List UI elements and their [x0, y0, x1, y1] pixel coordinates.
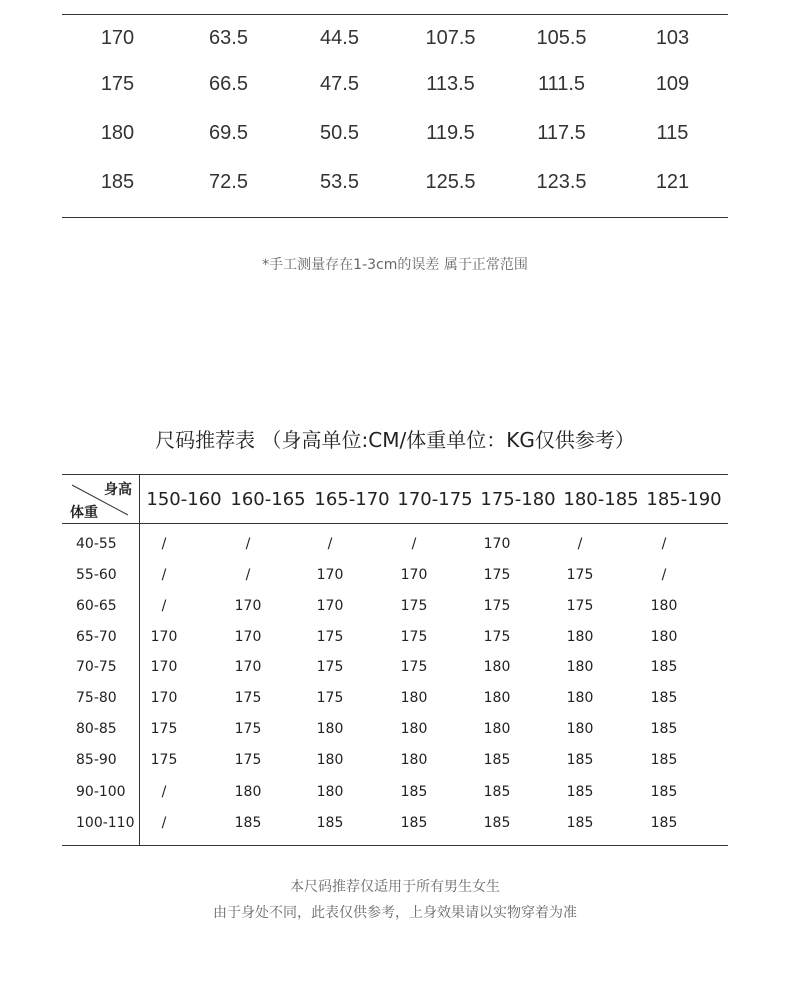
weight-cell: 85-90	[76, 752, 117, 768]
height-header-label: 身高	[104, 482, 132, 498]
size-cell: /	[327, 536, 333, 552]
table-row	[62, 560, 728, 590]
table-cell: 53.5	[320, 171, 359, 193]
weight-cell: 55-60	[76, 567, 117, 583]
size-cell: 185	[483, 752, 511, 768]
size-cell: 170	[483, 536, 511, 552]
size-cell: 170	[316, 567, 344, 583]
size-cell: 180	[483, 690, 511, 706]
table-row	[62, 23, 728, 53]
size-cell: 180	[400, 752, 428, 768]
table-row	[62, 69, 728, 99]
size-cell: 175	[400, 598, 428, 614]
measurement-note: *手工测量存在1-3cm的误差 属于正常范围	[262, 257, 528, 273]
table-row	[62, 808, 728, 838]
table-header-row	[62, 475, 728, 524]
weight-cell: 40-55	[76, 536, 117, 552]
size-cell: 175	[150, 752, 178, 768]
table-cell: 185	[100, 171, 135, 193]
size-recommendation-table	[62, 474, 728, 846]
size-cell: 185	[483, 815, 511, 831]
size-cell: 185	[650, 815, 678, 831]
size-cell: 180	[650, 598, 678, 614]
size-cell: /	[161, 784, 167, 800]
weight-cell: 60-65	[76, 598, 117, 614]
weight-cell: 100-110	[76, 815, 135, 831]
table-cell: 72.5	[209, 171, 248, 193]
weight-cell: 80-85	[76, 721, 117, 737]
height-column-header: 165-170	[314, 489, 390, 510]
size-cell: /	[411, 536, 417, 552]
size-cell: 175	[400, 659, 428, 675]
size-cell: 180	[316, 721, 344, 737]
table-cell: 113.5	[426, 73, 475, 95]
size-cell: 180	[400, 690, 428, 706]
table-cell: 175	[100, 73, 135, 95]
table-cell: 50.5	[320, 122, 359, 144]
weight-header-label: 体重	[70, 505, 98, 521]
size-cell: 180	[566, 659, 594, 675]
size-cell: 175	[316, 629, 344, 645]
size-cell: 185	[566, 815, 594, 831]
table-row	[62, 167, 728, 197]
weight-cell: 90-100	[76, 784, 126, 800]
table-cell: 111.5	[537, 73, 586, 95]
size-cell: 180	[316, 784, 344, 800]
size-cell: 185	[566, 752, 594, 768]
table-cell: 105.5	[536, 27, 587, 49]
size-cell: 180	[483, 659, 511, 675]
height-column-header: 180-185	[563, 489, 639, 510]
height-column-header: 160-165	[230, 489, 306, 510]
table-cell: 115	[656, 122, 689, 144]
weight-cell: 65-70	[76, 629, 117, 645]
size-cell: 175	[400, 629, 428, 645]
table-cell: 121	[655, 171, 690, 193]
size-cell: 185	[400, 815, 428, 831]
size-cell: 175	[483, 598, 511, 614]
size-cell: 180	[566, 690, 594, 706]
size-cell: 175	[234, 721, 262, 737]
table-row	[62, 714, 728, 744]
size-cell: 180	[650, 629, 678, 645]
size-cell: 180	[483, 721, 511, 737]
size-cell: 185	[650, 690, 678, 706]
size-cell: 170	[234, 629, 262, 645]
size-cell: 170	[316, 598, 344, 614]
table-row	[62, 529, 728, 559]
size-cell: /	[577, 536, 583, 552]
size-cell: 175	[316, 659, 344, 675]
size-cell: 170	[150, 629, 178, 645]
table-cell: 170	[100, 27, 135, 49]
measurement-table	[62, 14, 728, 218]
size-cell: 170	[150, 690, 178, 706]
table-cell: 69.5	[209, 122, 248, 144]
size-cell: 175	[566, 567, 594, 583]
size-cell: /	[161, 598, 167, 614]
size-cell: 185	[483, 784, 511, 800]
size-cell: /	[661, 536, 667, 552]
table-row	[62, 652, 728, 682]
size-cell: 185	[234, 815, 262, 831]
table-row	[62, 591, 728, 621]
table-cell: 66.5	[209, 73, 248, 95]
size-cell: 180	[234, 784, 262, 800]
size-cell: 175	[483, 567, 511, 583]
footer-line-1: 本尺码推荐仅适用于所有男生女生	[290, 879, 500, 895]
size-cell: /	[161, 815, 167, 831]
table-cell: 117.5	[537, 122, 586, 144]
size-cell: 185	[650, 784, 678, 800]
height-column-header: 170-175	[397, 489, 473, 510]
size-cell: 185	[650, 721, 678, 737]
height-column-header: 150-160	[146, 489, 222, 510]
table-row	[62, 777, 728, 807]
table-cell: 107.5	[425, 27, 476, 49]
size-cell: 170	[234, 598, 262, 614]
height-column-header: 175-180	[480, 489, 556, 510]
size-cell: /	[161, 536, 167, 552]
size-cell: /	[661, 567, 667, 583]
size-cell: 175	[234, 690, 262, 706]
table-cell: 63.5	[209, 27, 248, 49]
size-cell: 175	[150, 721, 178, 737]
size-cell: 170	[234, 659, 262, 675]
table-row	[62, 118, 728, 148]
weight-cell: 70-75	[76, 659, 117, 675]
size-chart-title: 尺码推荐表 （身高单位:CM/体重单位：KG仅供参考）	[155, 428, 635, 452]
size-cell: 170	[400, 567, 428, 583]
table-row	[62, 745, 728, 775]
table-cell: 44.5	[320, 27, 359, 49]
size-cell: 180	[566, 721, 594, 737]
table-cell: 125.5	[425, 171, 476, 193]
table-cell: 109	[655, 73, 690, 95]
size-cell: /	[245, 536, 251, 552]
table-row	[62, 683, 728, 713]
footer-line-2: 由于身处不同，此表仅供参考，上身效果请以实物穿着为准	[213, 905, 577, 921]
size-cell: 185	[650, 752, 678, 768]
table-cell: 47.5	[320, 73, 359, 95]
table-row	[62, 622, 728, 652]
size-cell: 180	[316, 752, 344, 768]
table-cell: 103	[655, 27, 690, 49]
size-cell: 185	[400, 784, 428, 800]
size-cell: 175	[316, 690, 344, 706]
table-cell: 180	[100, 122, 135, 144]
size-cell: 175	[234, 752, 262, 768]
table-cell: 119.5	[426, 122, 475, 144]
size-cell: 175	[566, 598, 594, 614]
weight-cell: 75-80	[76, 690, 117, 706]
size-cell: 185	[566, 784, 594, 800]
size-cell: 180	[566, 629, 594, 645]
size-cell: 180	[400, 721, 428, 737]
size-cell: 175	[483, 629, 511, 645]
size-cell: 185	[650, 659, 678, 675]
size-cell: 185	[316, 815, 344, 831]
table-cell: 123.5	[536, 171, 587, 193]
height-column-header: 185-190	[646, 489, 722, 510]
size-cell: /	[161, 567, 167, 583]
size-cell: 170	[150, 659, 178, 675]
size-cell: /	[245, 567, 251, 583]
